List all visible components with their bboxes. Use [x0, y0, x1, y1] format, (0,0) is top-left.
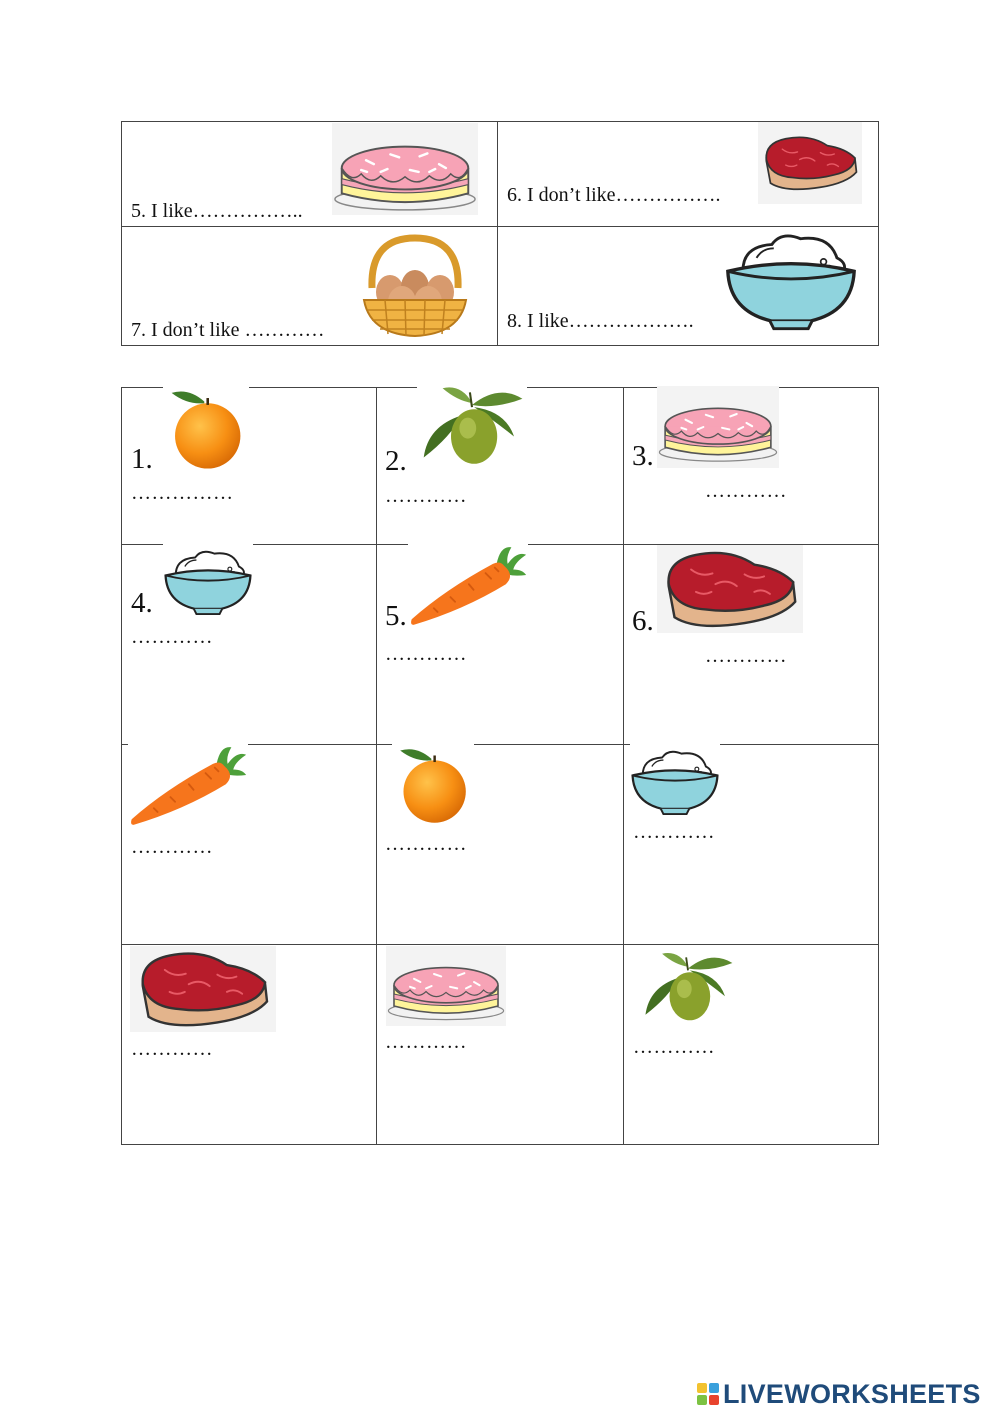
rice-bowl-icon	[724, 224, 858, 332]
grid-line-row-3	[121, 944, 879, 945]
orange-icon	[392, 744, 474, 826]
rice-bowl-icon	[163, 542, 253, 618]
cell-6-number: 6.	[632, 605, 654, 637]
olive-icon	[640, 950, 736, 1024]
cell-1-number: 1.	[131, 443, 153, 475]
cake-icon	[386, 946, 506, 1026]
cell-9-blank[interactable]: …………	[633, 821, 715, 843]
orange-icon	[163, 386, 249, 472]
rice-bowl-icon	[630, 742, 720, 818]
liveworksheets-logo[interactable]	[697, 1379, 981, 1409]
grid-line-col-3	[878, 387, 879, 1145]
table-border-left	[121, 121, 122, 346]
grid-line-col-2	[623, 387, 624, 1145]
cell-5-number: 5.	[385, 600, 407, 632]
grid-line-row-4	[121, 1144, 879, 1145]
cell-4-blank[interactable]: …………	[131, 626, 213, 648]
carrot-icon	[128, 744, 248, 830]
cell-3-blank[interactable]: …………	[705, 480, 787, 502]
grid-line-col-0	[121, 387, 122, 1145]
sentence-6: 6. I don’t like…………….	[507, 184, 721, 206]
cell-7-blank[interactable]: …………	[131, 836, 213, 858]
cell-4-number: 4.	[131, 587, 153, 619]
cell-1-blank[interactable]: ……………	[131, 482, 234, 504]
cell-2-number: 2.	[385, 445, 407, 477]
cell-2-blank[interactable]: …………	[385, 485, 467, 507]
table-border-bottom	[121, 345, 879, 346]
grid-line-col-1	[376, 387, 377, 1145]
cell-11-blank[interactable]: …………	[385, 1031, 467, 1053]
carrot-icon	[408, 544, 528, 630]
sentence-5: 5. I like……………..	[131, 200, 303, 222]
cell-3-number: 3.	[632, 440, 654, 472]
cell-6-blank[interactable]: …………	[705, 645, 787, 667]
steak-icon	[758, 122, 862, 204]
egg-basket-icon	[360, 230, 470, 340]
sentence-7: 7. I don’t like …………	[131, 319, 325, 341]
cake-icon	[332, 123, 478, 215]
cell-10-blank[interactable]: …………	[131, 1038, 213, 1060]
cell-5-blank[interactable]: …………	[385, 643, 467, 665]
table-border-right	[878, 121, 879, 346]
logo-text: LIVEWORKSHEETS	[723, 1378, 981, 1409]
olive-icon	[417, 384, 527, 468]
steak-icon	[657, 545, 803, 633]
steak-icon	[130, 946, 276, 1032]
cell-8-blank[interactable]: …………	[385, 833, 467, 855]
sentence-8: 8. I like……………….	[507, 310, 694, 332]
cell-12-blank[interactable]: …………	[633, 1036, 715, 1058]
table-border-divider	[497, 121, 498, 346]
cake-icon	[657, 386, 779, 468]
logo-mark-icon	[697, 1383, 719, 1405]
